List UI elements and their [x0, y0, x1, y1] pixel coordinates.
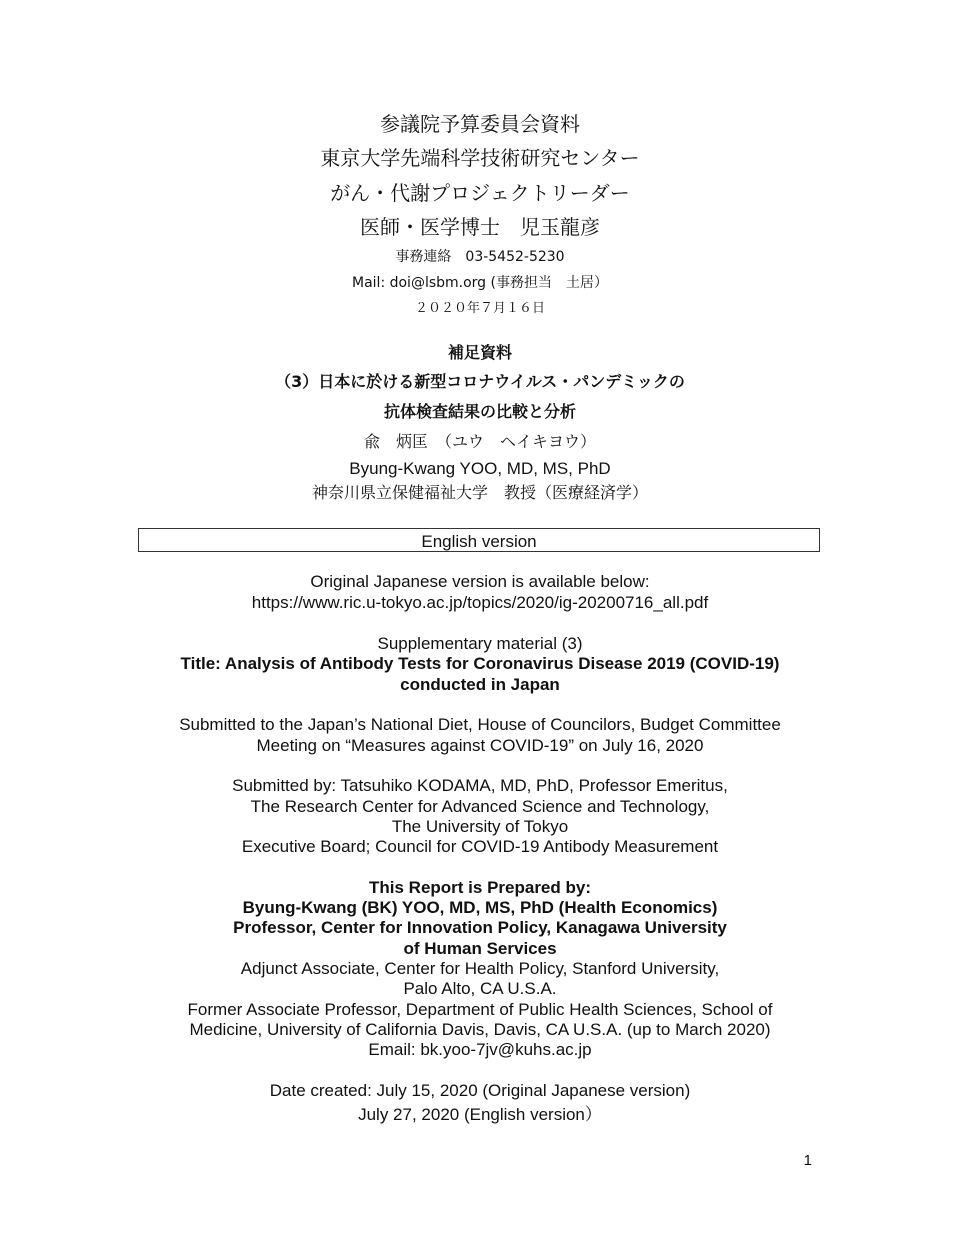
supplement-jp-title1: （3）日本に於ける新型コロナウイルス・パンデミックの	[275, 372, 685, 391]
submitted-by-line1: Submitted by: Tatsuhiko KODAMA, MD, PhD, Professor Emeritus,	[232, 776, 728, 795]
prepared-by-line7: Former Associate Professor, Department of Public Health Sciences, School of	[187, 1000, 773, 1019]
prepared-by-line5: Adjunct Associate, Center for Health Policy, Stanford University,	[240, 959, 720, 978]
submitted-to-line1: Submitted to the Japan’s National Diet, House of Councilors, Budget Committee	[179, 715, 781, 734]
original-url-link[interactable]: https://www.ric.u-tokyo.ac.jp/topics/2020/ig-20200716_all.pdf	[251, 593, 709, 612]
date-created: Date created: July 15, 2020 (Original Japanese version)	[269, 1081, 691, 1100]
date-english: July 27, 2020 (English version）	[358, 1105, 602, 1124]
header-jp-line3: がん・代謝プロジェクトリーダー	[330, 181, 630, 205]
prepared-by-line8: Medicine, University of California Davis, Davis, CA U.S.A. (up to March 2020)	[189, 1020, 771, 1039]
prepared-by-email[interactable]: Email: bk.yoo-7jv@kuhs.ac.jp	[368, 1040, 592, 1059]
supplement-jp-affiliation: 神奈川県立保健福祉大学 教授（医療経済学）	[311, 483, 648, 502]
submitted-by-line4: Executive Board; Council for COVID-19 Antibody Measurement	[241, 837, 719, 856]
header-jp-line2: 東京大学先端科学技術研究センター	[320, 146, 640, 170]
header-jp-mail: Mail: doi@lsbm.org (事務担当 土居）	[352, 275, 608, 291]
prepared-by-line6: Palo Alto, CA U.S.A.	[403, 979, 557, 998]
prepared-by-line1: This Report is Prepared by:	[369, 878, 591, 897]
header-jp-contact: 事務連絡 03-5452-5230	[395, 249, 565, 265]
original-line1: Original Japanese version is available below:	[310, 572, 650, 591]
english-version-label: English version	[421, 532, 537, 551]
submitted-by-line3: The University of Tokyo	[391, 817, 569, 836]
prepared-by-line2: Byung-Kwang (BK) YOO, MD, MS, PhD (Health Economics)	[242, 898, 718, 917]
supplement-jp-author-kana: 兪 炳匡 （ユウ ヘイキヨウ）	[363, 432, 596, 451]
prepared-by-line4: of Human Services	[403, 939, 557, 958]
supplement-jp-label: 補足資料	[447, 343, 512, 362]
supplementary-label: Supplementary material (3)	[377, 634, 583, 653]
header-jp-line1: 参議院予算委員会資料	[380, 112, 580, 136]
english-version-box	[138, 528, 820, 552]
supplementary-title1: Title: Analysis of Antibody Tests for Coronavirus Disease 2019 (COVID-19)	[180, 654, 780, 673]
supplement-jp-title2: 抗体検査結果の比較と分析	[383, 402, 576, 421]
page-number: 1	[803, 1152, 812, 1169]
header-jp-date: ２０２０年７月１６日	[414, 301, 545, 316]
prepared-by-line3: Professor, Center for Innovation Policy, Kanagawa University	[233, 918, 727, 937]
submitted-by-line2: The Research Center for Advanced Science and Technology,	[250, 797, 710, 816]
submitted-to-line2: Meeting on “Measures against COVID-19” on July 16, 2020	[256, 736, 704, 755]
header-jp-line4: 医師・医学博士 児玉龍彦	[360, 215, 600, 239]
supplement-jp-author-en: Byung-Kwang YOO, MD, MS, PhD	[349, 459, 611, 478]
supplementary-title2: conducted in Japan	[400, 675, 560, 694]
